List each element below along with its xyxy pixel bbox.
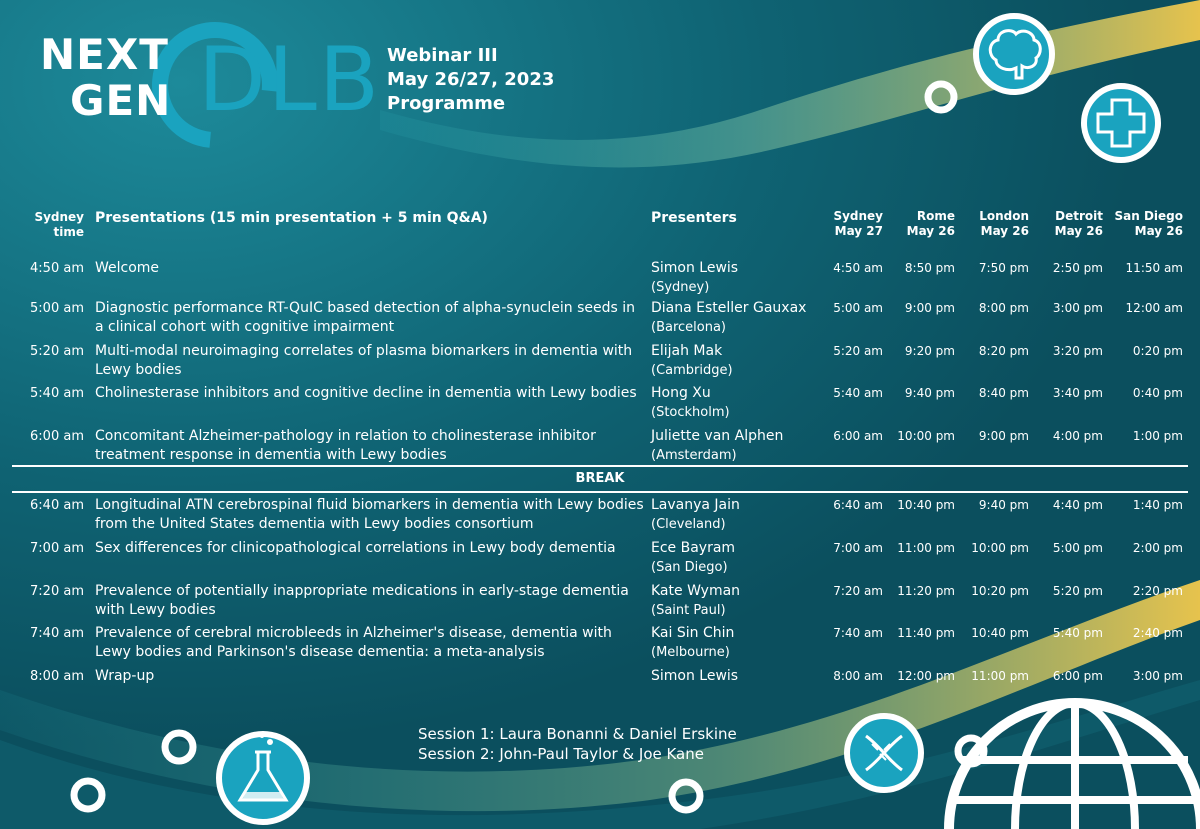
row-zone-time: 11:50 am	[1125, 261, 1183, 275]
presenter-location: (Sydney)	[651, 280, 710, 295]
row-zone-time: 10:40 pm	[897, 498, 955, 512]
session-2: Session 2: John-Paul Taylor & Joe Kane	[418, 745, 704, 763]
row-zone-time: 1:00 pm	[1132, 429, 1183, 443]
row-zone-time: 9:00 pm	[904, 301, 955, 315]
row-sydney-time: 5:20 am	[30, 344, 84, 359]
event-heading	[387, 44, 554, 116]
row-zone-time: 11:00 pm	[971, 669, 1029, 683]
row-zone-time: 6:00 pm	[1052, 669, 1103, 683]
row-zone-time: 7:40 am	[833, 626, 883, 640]
row-zone-time: 3:40 pm	[1052, 386, 1103, 400]
row-zone-time: 6:00 am	[833, 429, 883, 443]
row-zone-time: 5:00 pm	[1052, 541, 1103, 555]
presenter-name: Hong Xu	[651, 385, 711, 401]
event-subtitle: Programme	[387, 93, 506, 114]
row-sydney-time: 8:00 am	[30, 669, 84, 684]
presenter-name: Lavanya Jain	[651, 497, 740, 513]
row-zone-time: 0:40 pm	[1132, 386, 1183, 400]
ring-decoration	[165, 733, 193, 761]
row-title: Prevalence of potentially inappropriate medications in early-stage dementia with Lewy bodies	[95, 583, 629, 618]
row-zone-time: 5:20 pm	[1052, 584, 1103, 598]
row-sydney-time: 6:00 am	[30, 429, 84, 444]
presenter-location: (Saint Paul)	[651, 603, 726, 618]
row-zone-time: 5:40 pm	[1052, 626, 1103, 640]
row-title: Longitudinal ATN cerebrospinal fluid biomarkers in dementia with Lewy bodies from the United States dementia with Lewy bodies consortium	[95, 497, 644, 532]
break-rule-bottom	[12, 491, 1188, 493]
row-zone-time: 9:00 pm	[978, 429, 1029, 443]
row-title: Prevalence of cerebral microbleeds in Alzheimer's disease, dementia with Lewy bodies and Parkinson's disease dementia: a meta-analysis	[95, 625, 612, 660]
header-presentations: Presentations (15 min presentation + 5 min Q&A)	[95, 210, 488, 226]
break-label: BREAK	[575, 471, 625, 486]
brain-icon	[976, 16, 1052, 92]
row-zone-time: 10:00 pm	[897, 429, 955, 443]
header-zone: Rome May 26	[906, 209, 955, 238]
row-zone-time: 11:40 pm	[897, 626, 955, 640]
row-sydney-time: 5:00 am	[30, 301, 84, 316]
header-zone: San Diego May 26	[1114, 209, 1183, 238]
presenter-location: (Barcelona)	[651, 320, 727, 335]
row-zone-time: 12:00 am	[1125, 301, 1183, 315]
presenter-location: (Cleveland)	[651, 517, 726, 532]
row-zone-time: 3:00 pm	[1052, 301, 1103, 315]
presenter-name: Kai Sin Chin	[651, 625, 735, 641]
row-zone-time: 8:40 pm	[978, 386, 1029, 400]
row-zone-time: 10:20 pm	[971, 584, 1029, 598]
row-zone-time: 8:00 pm	[978, 301, 1029, 315]
row-sydney-time: 5:40 am	[30, 386, 84, 401]
logo-gen: GEN	[70, 76, 172, 125]
presenter-name: Simon Lewis	[651, 260, 739, 276]
row-sydney-time: 7:40 am	[30, 626, 84, 641]
row-zone-time: 2:00 pm	[1132, 541, 1183, 555]
row-zone-time: 3:00 pm	[1132, 669, 1183, 683]
header-zone: Detroit May 26	[1054, 209, 1103, 238]
presenter-name: Simon Lewis	[651, 668, 739, 684]
row-zone-time: 4:50 am	[833, 261, 883, 275]
row-zone-time: 7:50 pm	[978, 261, 1029, 275]
medical-cross-icon	[1084, 86, 1158, 160]
header-sydney-time: Sydney time	[34, 210, 84, 239]
presenter-name: Elijah Mak	[651, 343, 723, 359]
row-zone-time: 2:40 pm	[1132, 626, 1183, 640]
row-title: Wrap-up	[95, 668, 155, 684]
row-zone-time: 3:20 pm	[1052, 344, 1103, 358]
nextgen-dlb-logo	[40, 28, 382, 138]
row-title: Welcome	[95, 260, 160, 276]
session-1: Session 1: Laura Bonanni & Daniel Erskine	[418, 725, 737, 743]
row-zone-time: 5:40 am	[833, 386, 883, 400]
presenter-location: (Amsterdam)	[651, 448, 737, 463]
row-zone-time: 9:20 pm	[904, 344, 955, 358]
row-zone-time: 10:00 pm	[971, 541, 1029, 555]
logo-next: NEXT	[40, 30, 169, 79]
row-zone-time: 8:00 am	[833, 669, 883, 683]
row-zone-time: 10:40 pm	[971, 626, 1029, 640]
row-zone-time: 11:20 pm	[897, 584, 955, 598]
row-sydney-time: 6:40 am	[30, 498, 84, 513]
event-title: Webinar III	[387, 45, 498, 66]
row-zone-time: 0:20 pm	[1132, 344, 1183, 358]
presenter-name: Juliette van Alphen	[651, 428, 784, 444]
row-zone-time: 8:50 pm	[904, 261, 955, 275]
row-zone-time: 9:40 pm	[904, 386, 955, 400]
ring-decoration	[928, 84, 954, 110]
presenter-name: Diana Esteller Gauxax	[651, 300, 807, 316]
row-zone-time: 12:00 pm	[897, 669, 955, 683]
header-zone: Sydney May 27	[833, 209, 883, 238]
row-zone-time: 7:00 am	[833, 541, 883, 555]
row-zone-time: 7:20 am	[833, 584, 883, 598]
ring-decoration	[74, 781, 102, 809]
dna-icon	[847, 716, 921, 790]
session-chairs	[418, 724, 737, 764]
row-title: Concomitant Alzheimer-pathology in relation to cholinesterase inhibitor treatment response in dementia with Lewy bodies	[95, 428, 596, 463]
row-zone-time: 4:00 pm	[1052, 429, 1103, 443]
header-zone: London May 26	[979, 209, 1029, 238]
presenter-location: (Cambridge)	[651, 363, 733, 378]
presenter-location: (Stockholm)	[651, 405, 730, 420]
row-zone-time: 6:40 am	[833, 498, 883, 512]
globe-icon	[949, 703, 1200, 829]
ring-decoration	[672, 782, 700, 810]
row-zone-time: 1:40 pm	[1132, 498, 1183, 512]
row-sydney-time: 7:00 am	[30, 541, 84, 556]
row-zone-time: 5:00 am	[833, 301, 883, 315]
row-zone-time: 2:20 pm	[1132, 584, 1183, 598]
row-zone-time: 11:00 pm	[897, 541, 955, 555]
event-dates: May 26/27, 2023	[387, 69, 555, 90]
row-sydney-time: 7:20 am	[30, 584, 84, 599]
break-rule-top	[12, 465, 1188, 467]
row-title: Multi-modal neuroimaging correlates of plasma biomarkers in dementia with Lewy bodies	[95, 343, 633, 378]
row-sydney-time: 4:50 am	[30, 261, 84, 276]
flask-icon	[219, 734, 307, 822]
presenter-name: Kate Wyman	[651, 583, 741, 599]
presenter-name: Ece Bayram	[651, 540, 736, 556]
row-zone-time: 8:20 pm	[978, 344, 1029, 358]
presenter-location: (Melbourne)	[651, 645, 730, 660]
header-presenters: Presenters	[651, 210, 737, 226]
row-title: Diagnostic performance RT-QuIC based detection of alpha-synuclein seeds in a clinical cohort with cognitive impairment	[95, 300, 636, 335]
row-zone-time: 9:40 pm	[978, 498, 1029, 512]
row-title: Cholinesterase inhibitors and cognitive decline in dementia with Lewy bodies	[95, 385, 637, 401]
logo-dlb: DLB	[198, 28, 382, 131]
presenter-location: (San Diego)	[651, 560, 728, 575]
row-zone-time: 2:50 pm	[1052, 261, 1103, 275]
row-zone-time: 4:40 pm	[1052, 498, 1103, 512]
row-title: Sex differences for clinicopathological correlations in Lewy body dementia	[95, 540, 616, 556]
row-zone-time: 5:20 am	[833, 344, 883, 358]
